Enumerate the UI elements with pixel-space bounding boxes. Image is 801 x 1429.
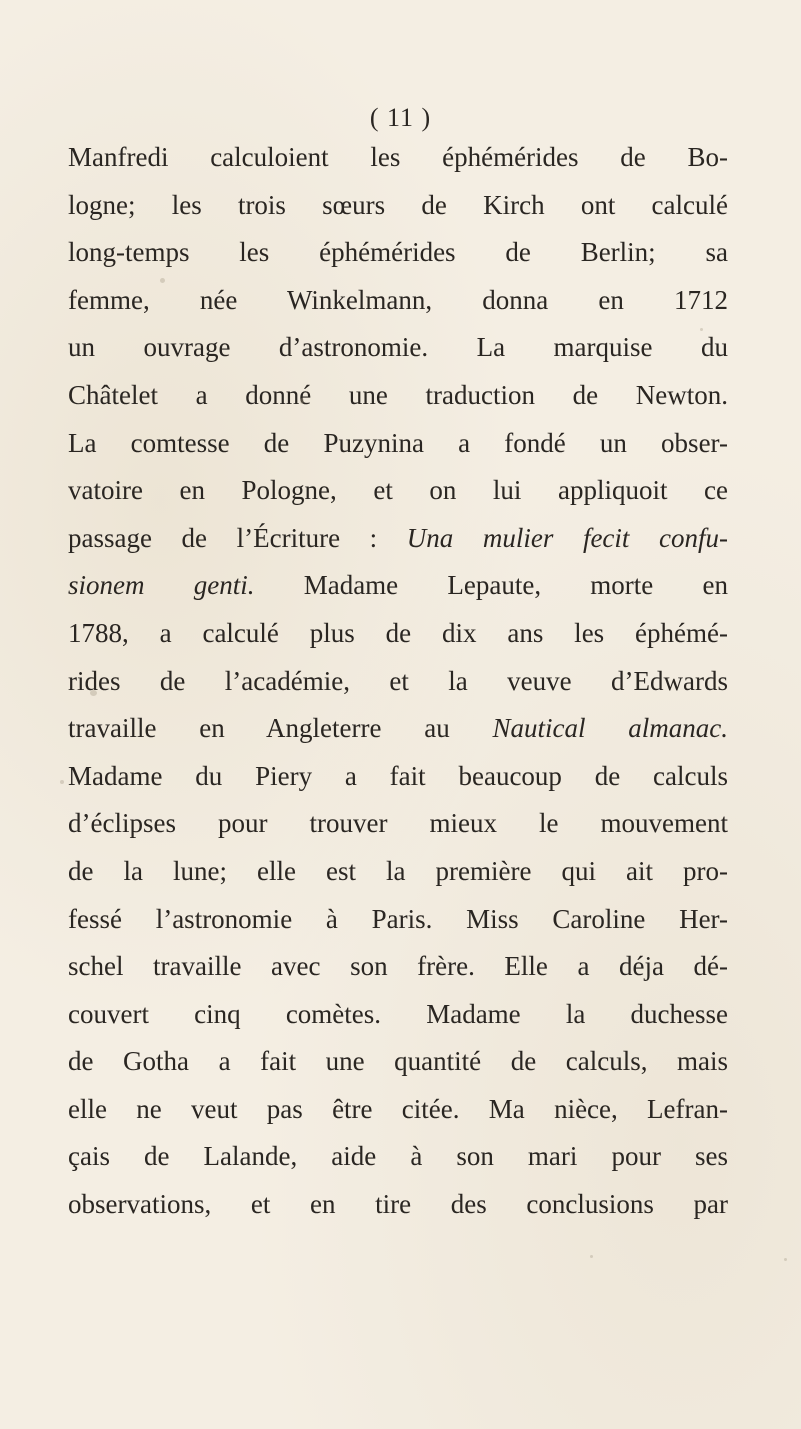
text-line: sionem genti. Madame Lepaute, morte en [68,570,728,601]
text-line: passage de l’Écriture : Una mulier fecit confu- [68,522,728,553]
text-line: logne; les trois sœurs de Kirch ont calculé [68,189,728,220]
paper-speck [160,278,165,283]
text-line: schel travaille avec son frère. Elle a déja dé- [68,951,728,982]
page-number: ( 11 ) [369,103,432,132]
text-line: Manfredi calculoient les éphémérides de Bo- [68,142,728,172]
text-line: rides de l’académie, et la veuve d’Edwards [68,665,728,696]
text-line: La comtesse de Puzynina a fondé un obser- [68,427,728,458]
paper-speck [700,328,703,331]
paper-speck [590,1255,593,1258]
paper-speck [90,690,97,696]
text-line: Madame du Piery a fait beaucoup de calculs [68,760,728,791]
text-line: un ouvrage d’astronomie. La marquise du [68,332,728,363]
text-line: couvert cinq comètes. Madame la duchesse [68,998,728,1029]
paper-speck [784,1258,787,1261]
text-line: de la lune; elle est la première qui ait pro- [68,855,728,886]
text-line: long-temps les éphémérides de Berlin; sa [68,237,728,268]
text-line: elle ne veut pas être citée. Ma nièce, Lefran- [68,1093,728,1124]
text-line: 1788, a calculé plus de dix ans les éphémé- [68,617,728,648]
paper-speck [300,398,304,404]
text-line: vatoire en Pologne, et on lui appliquoit ce [68,475,728,506]
text-line: d’éclipses pour trouver mieux le mouvement [68,808,728,839]
text-line: çais de Lalande, aide à son mari pour ses [68,1141,728,1172]
text-line: Châtelet a donné une traduction de Newton. [68,379,728,410]
body-text [68,134,728,1229]
latin-quote-end: sionem genti. [68,570,255,601]
latin-quote: Una mulier fecit confu- [406,522,728,553]
text-line: travaille en Angleterre au Nautical almanac. [68,713,728,744]
text-line: fessé l’astronomie à Paris. Miss Caroline Her- [68,903,728,934]
text-line: femme, née Winkelmann, donna en 1712 [68,284,728,315]
paper-speck [60,780,64,784]
text-line: observations, et en tire des conclusions par [68,1189,728,1220]
publication-title: Nautical almanac. [492,713,728,744]
text-line: de Gotha a fait une quantité de calculs, mais [68,1046,728,1077]
